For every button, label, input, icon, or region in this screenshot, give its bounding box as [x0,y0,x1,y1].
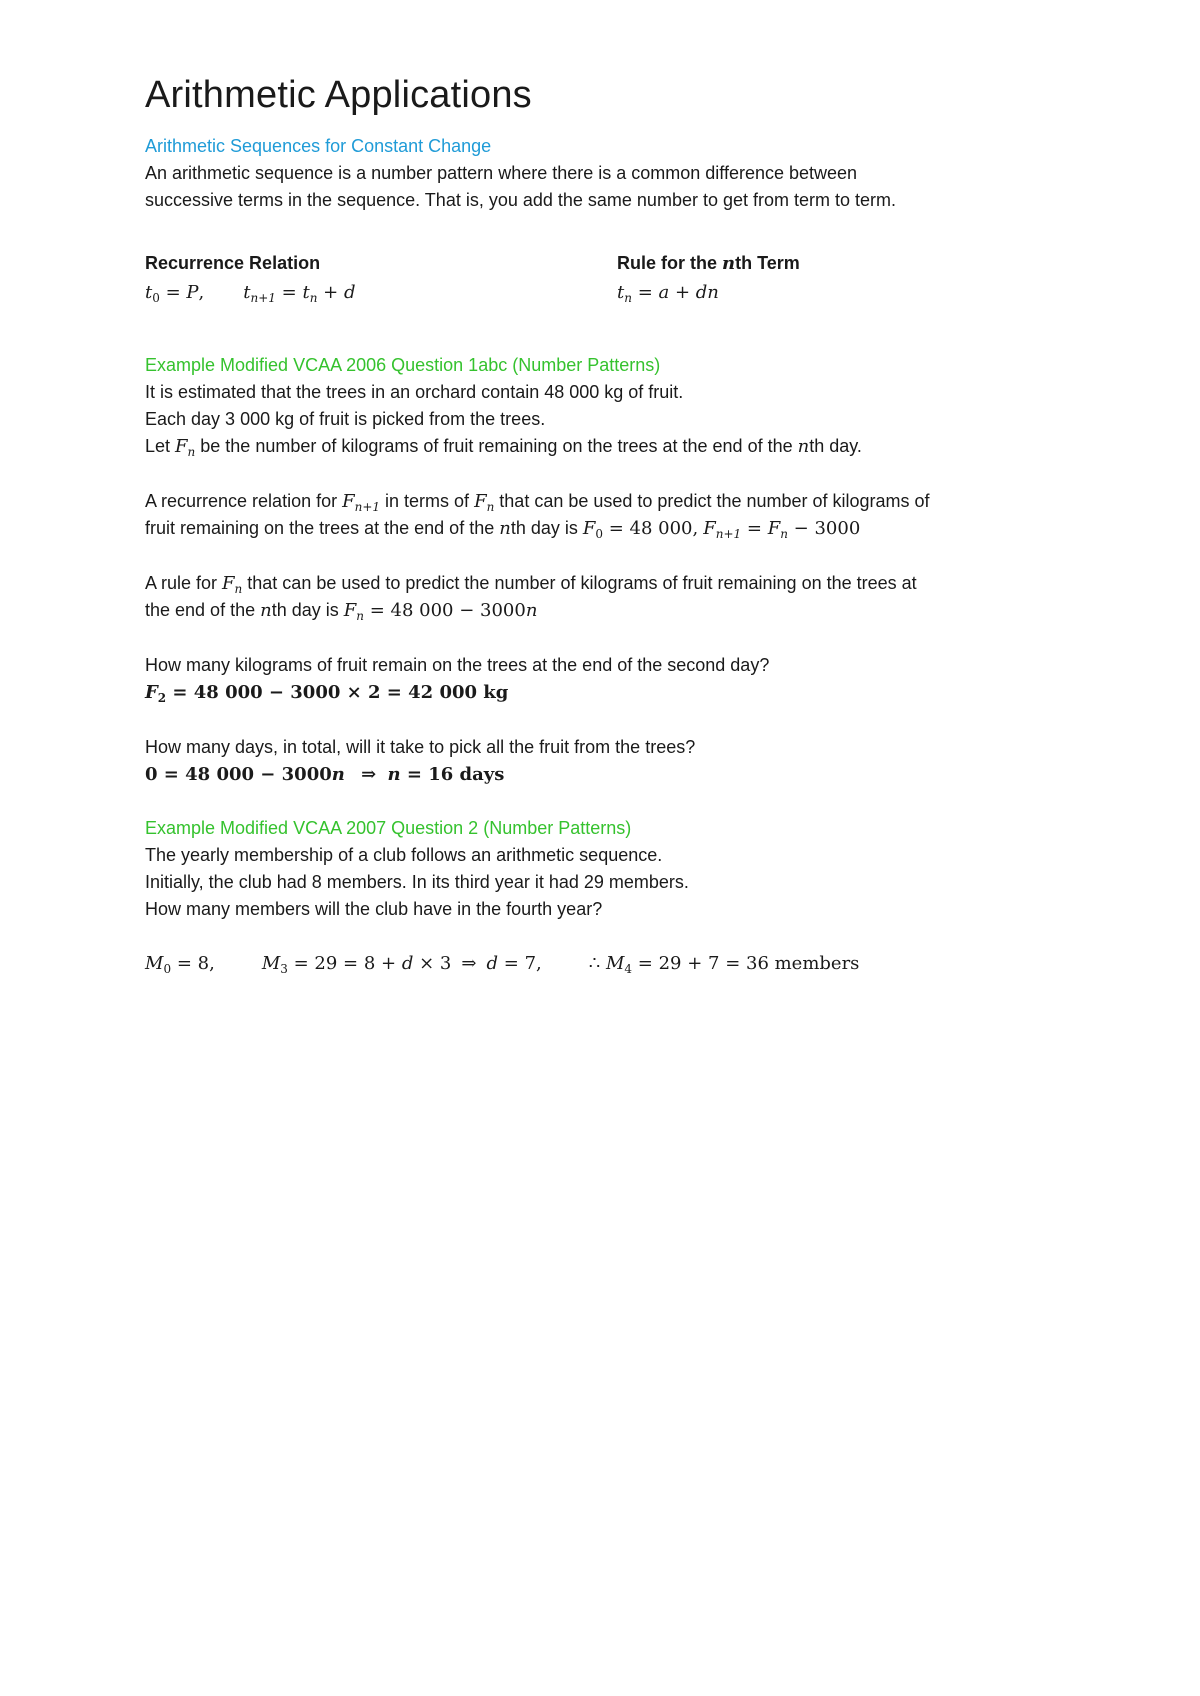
answer-line: $M_0 = 8$, $M_3 = 29 = 8 + d \times 3$ ⇒ d = 7, ∴ $M_4 = 29 + 7 = 36$ members [145,953,860,976]
paragraph-line: The yearly membership of a club follows an arithmetic sequence. [145,845,663,865]
paragraph-line: A recurrence relation for $F_{n+1}$ in terms of $F_n$ that can be used to predict the number of kilograms of [145,491,930,514]
paragraph-line: Initially, the club had 8 members. In its third year it had 29 members. [145,872,689,892]
paragraph-line: An arithmetic sequence is a number pattern where there is a common difference between [145,163,858,183]
page-title: Arithmetic Applications [145,74,532,116]
nth-term-heading: Rule for the nth Term [617,253,800,274]
paragraph-line: Each day 3 000 kg of fruit is picked from the trees. [145,409,546,429]
paragraph-line: fruit remaining on the trees at the end of the nth day is $F_0 = 48$ 000, $F_{n+1} = F_n - 3000$ [145,518,861,541]
example-heading: Example Modified VCAA 2007 Question 2 (Number Patterns) [145,818,632,838]
recurrence-formula: $t_0 = P$, $t_{n+1} = t_n + d$ [145,282,356,305]
question-line: How many days, in total, will it take to pick all the fruit from the trees? [145,737,696,757]
section-heading: Arithmetic Sequences for Constant Change [145,136,492,156]
paragraph-line: the end of the nth day is $F_n = 48$ 000 − 3000n [145,600,538,623]
example-heading: Example Modified VCAA 2006 Question 1abc (Number Patterns) [145,355,661,375]
recurrence-heading: Recurrence Relation [145,253,321,273]
question-line: How many kilograms of fruit remain on the trees at the end of the second day? [145,655,770,675]
nth-term-formula: $t_n = a$ + dn [617,282,719,305]
paragraph-line: A rule for $F_n$ that can be used to predict the number of kilograms of fruit remaining on the trees at [145,573,917,596]
paragraph-line: It is estimated that the trees in an orchard contain 48 000 kg of fruit. [145,382,684,402]
paragraph-line: Let $F_n$ be the number of kilograms of fruit remaining on the trees at the end of the nth day. [145,436,862,459]
paragraph-line: successive terms in the sequence. That is, you add the same number to get from term to term. [145,190,897,210]
answer-line: $F_2 = 48$ 000 − 3000 × 2 = 42 000 kg [145,682,509,705]
answer-line: 0 = 48 000 − 3000n ⇒ n = 16 days [145,764,505,785]
paragraph-line: How many members will the club have in the fourth year? [145,899,603,919]
